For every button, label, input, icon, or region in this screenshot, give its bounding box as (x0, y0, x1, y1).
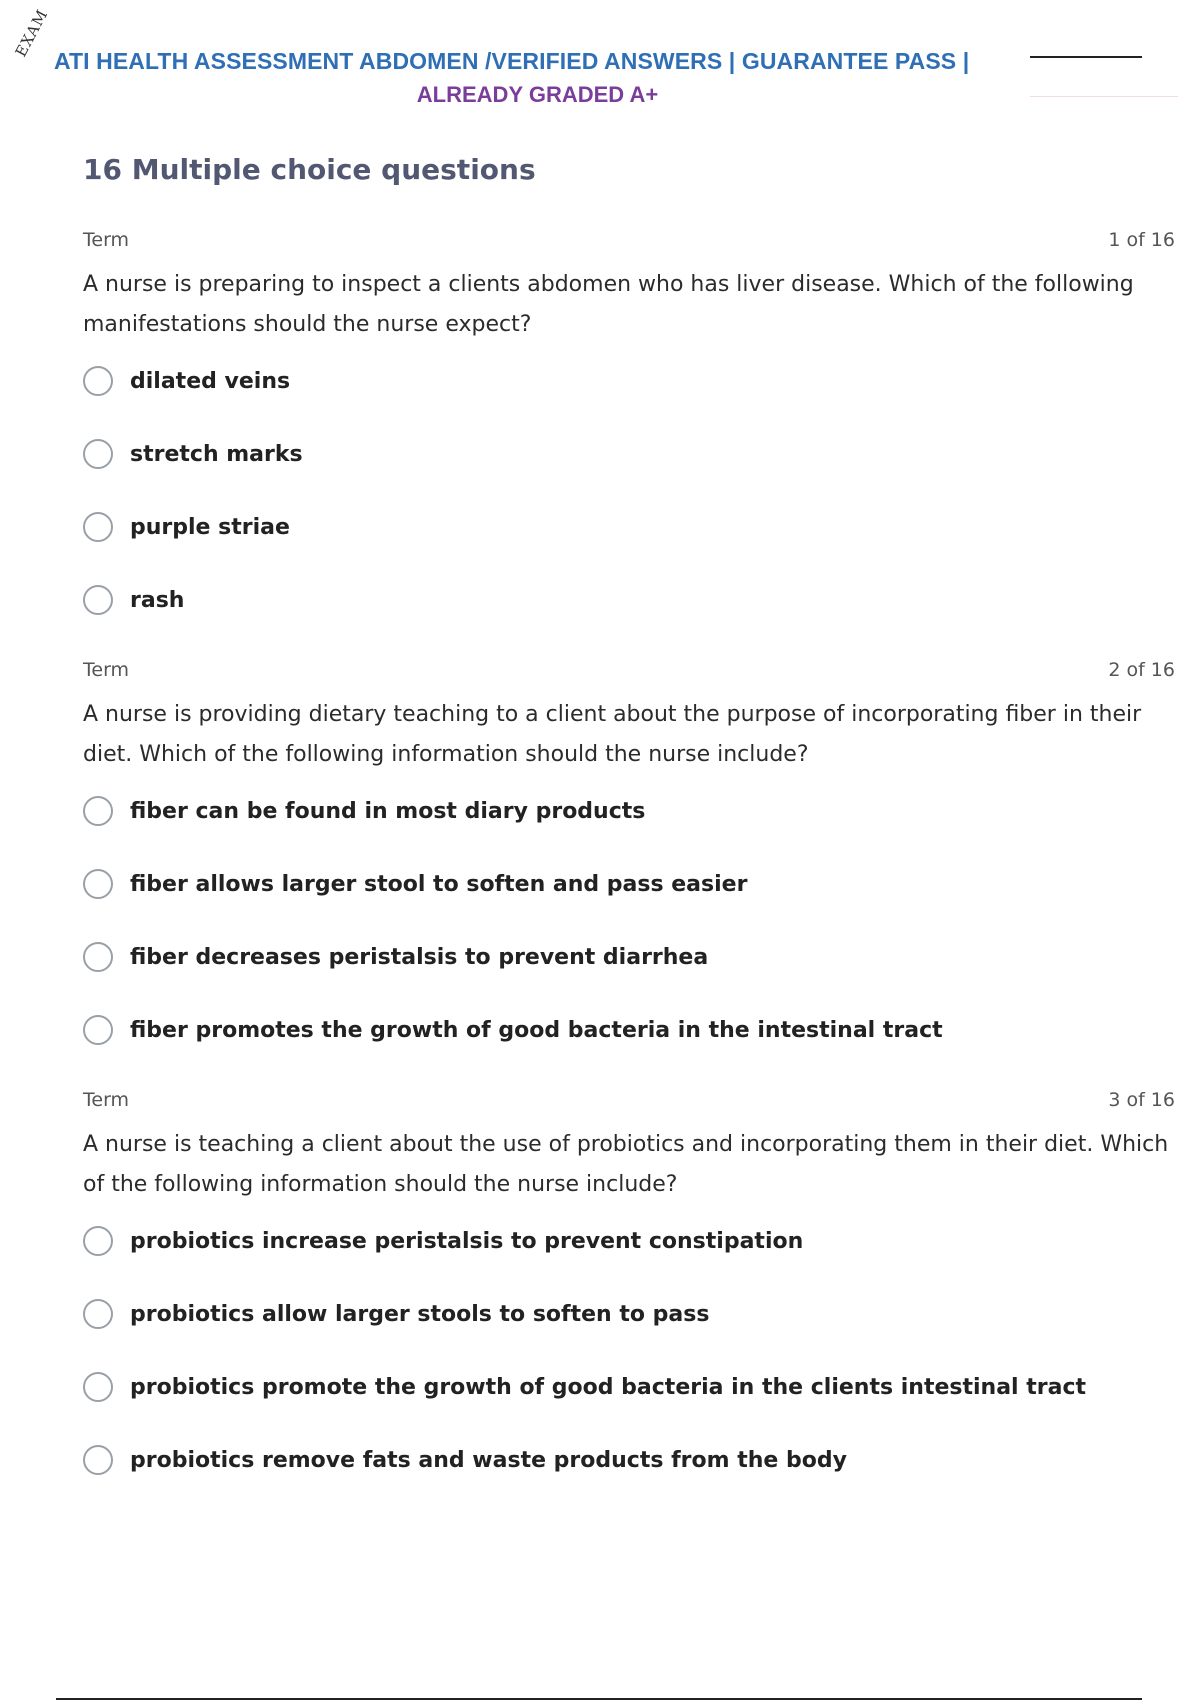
question-header (83, 1089, 1175, 1117)
answer-options (83, 793, 1175, 1048)
answer-option-label: stretch marks (130, 441, 303, 467)
answer-option[interactable] (83, 793, 1175, 829)
radio-button[interactable] (83, 1372, 113, 1402)
answer-option-label: fiber decreases peristalsis to prevent diarrhea (130, 944, 709, 970)
question-header (83, 659, 1175, 687)
answer-option-label: probiotics promote the growth of good bacteria in the clients intestinal tract (130, 1374, 1087, 1400)
answer-option[interactable] (83, 939, 1175, 975)
term-label: Term (83, 229, 130, 251)
answer-option-label: probiotics remove fats and waste products from the body (130, 1447, 847, 1473)
question-text: A nurse is preparing to inspect a clients abdomen who has liver disease. Which of the following manifestations should the nurse expect? (83, 272, 1134, 337)
radio-button[interactable] (83, 869, 113, 899)
document-header-subtitle: ALREADY GRADED A+ (416, 82, 659, 107)
radio-button[interactable] (83, 796, 113, 826)
radio-button[interactable] (83, 1299, 113, 1329)
radio-button[interactable] (83, 942, 113, 972)
radio-button[interactable] (83, 512, 113, 542)
question-text: A nurse is teaching a client about the use of probiotics and incorporating them in their diet. Which of the following information should the nurse include? (83, 1132, 1169, 1197)
answer-option-label: fiber can be found in most diary products (130, 798, 646, 824)
radio-button[interactable] (83, 439, 113, 469)
question-counter: 2 of 16 (1108, 659, 1175, 681)
exam-stamp: EXAM (11, 6, 52, 60)
radio-button[interactable] (83, 1445, 113, 1475)
answer-option-label: fiber promotes the growth of good bacteria in the intestinal tract (130, 1017, 943, 1043)
answer-option[interactable] (83, 509, 1175, 545)
question-counter: 3 of 16 (1108, 1089, 1175, 1111)
answer-option-label: dilated veins (130, 368, 291, 394)
term-label: Term (83, 659, 130, 681)
answer-option-label: probiotics allow larger stools to soften to pass (130, 1301, 710, 1327)
question-header (83, 229, 1175, 257)
answer-option[interactable] (83, 1369, 1175, 1405)
answer-option[interactable] (83, 1442, 1175, 1478)
question-counter: 1 of 16 (1108, 229, 1175, 251)
section-title: 16 Multiple choice questions (83, 153, 536, 186)
question-text: A nurse is providing dietary teaching to a client about the purpose of incorporating fiber in their diet. Which of the following information should the nurse include? (83, 702, 1142, 767)
document-header-title: ATI HEALTH ASSESSMENT ABDOMEN /VERIFIED ANSWERS | GUARANTEE PASS | (54, 48, 970, 74)
answer-option-label: purple striae (130, 514, 290, 540)
radio-button[interactable] (83, 585, 113, 615)
answer-option[interactable] (83, 1223, 1175, 1259)
radio-button[interactable] (83, 1015, 113, 1045)
answer-option-label: probiotics increase peristalsis to prevent constipation (130, 1228, 804, 1254)
answer-option[interactable] (83, 363, 1175, 399)
question-card-1 (83, 229, 1175, 655)
radio-button[interactable] (83, 366, 113, 396)
answer-option[interactable] (83, 866, 1175, 902)
question-card-3 (83, 1089, 1175, 1515)
header-rule (1030, 56, 1142, 58)
question-card-2 (83, 659, 1175, 1085)
answer-option[interactable] (83, 436, 1175, 472)
answer-options (83, 1223, 1175, 1478)
answer-options (83, 363, 1175, 618)
answer-option[interactable] (83, 1012, 1175, 1048)
radio-button[interactable] (83, 1226, 113, 1256)
answer-option[interactable] (83, 582, 1175, 618)
answer-option-label: rash (130, 587, 185, 613)
term-label: Term (83, 1089, 130, 1111)
answer-option[interactable] (83, 1296, 1175, 1332)
answer-option-label: fiber allows larger stool to soften and pass easier (130, 871, 748, 897)
